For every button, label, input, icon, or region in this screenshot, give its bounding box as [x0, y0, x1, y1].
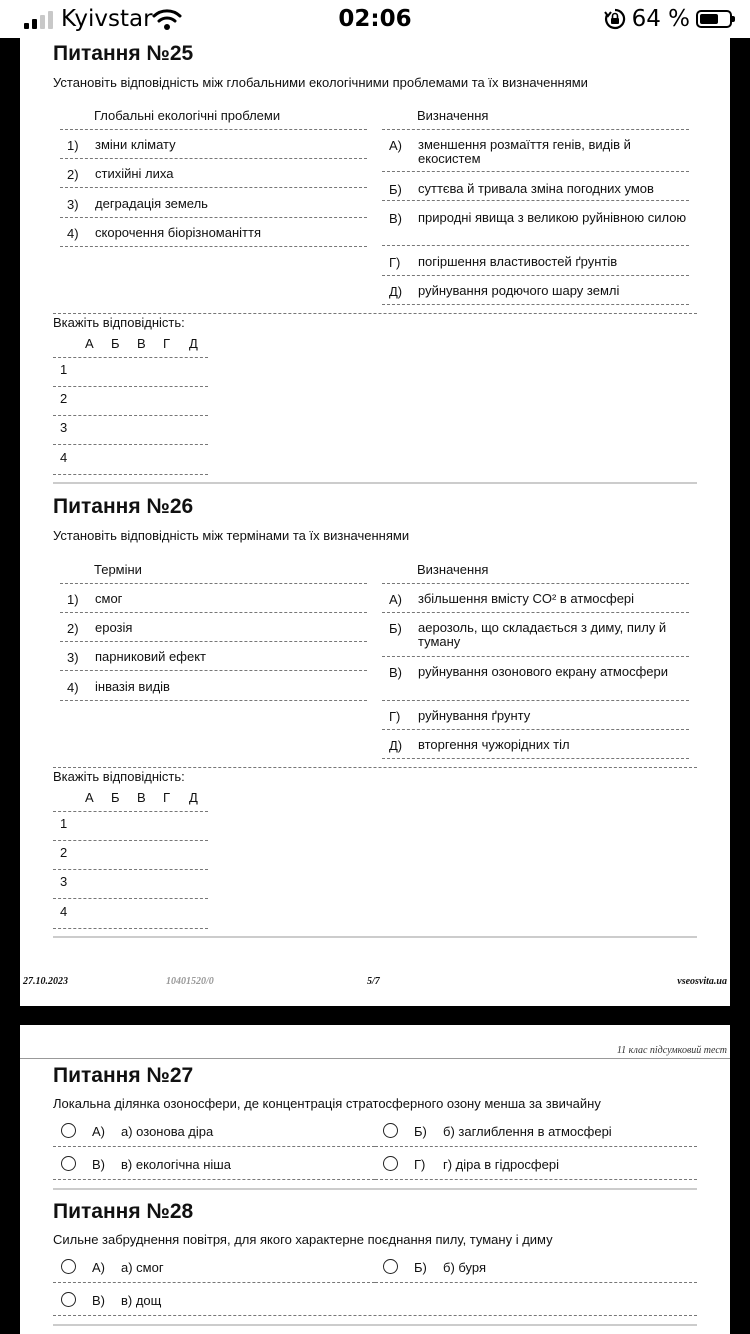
answer-grid-row[interactable]: 3	[53, 416, 208, 445]
divider	[60, 129, 367, 130]
answer-grid-header: А Б В Г Д	[85, 790, 198, 805]
answer-option[interactable]: А) а) смог	[53, 1250, 375, 1283]
header-rule	[20, 1058, 730, 1059]
left-column-header: Глобальні екологічні проблеми	[94, 108, 281, 123]
answer-option[interactable]: В) в) дощ	[53, 1283, 697, 1316]
match-left-item: 2) стихійні лиха	[60, 167, 367, 188]
radio-button[interactable]	[383, 1156, 398, 1171]
divider	[382, 583, 689, 584]
answer-grid-header: А Б В Г Д	[85, 336, 198, 351]
match-left-item: 1) зміни клімату	[60, 138, 367, 159]
divider	[53, 313, 697, 314]
footer-page-number: 5/7	[367, 976, 380, 987]
document-page-5[interactable]	[20, 38, 730, 1006]
radio-button[interactable]	[383, 1259, 398, 1274]
match-right-item: В) руйнування озонового екрану атмосфери	[382, 665, 689, 701]
answer-label: Вкажіть відповідність:	[53, 769, 185, 784]
status-bar	[0, 0, 750, 38]
battery-percent: 64 %	[631, 6, 690, 32]
answer-label: Вкажіть відповідність:	[53, 315, 185, 330]
match-right-item: А) збільшення вмісту CO² в атмосфері	[382, 592, 689, 613]
match-right-item: Д) вторгення чужорідних тіл	[382, 738, 689, 759]
question-title: Питання №27	[53, 1064, 194, 1087]
question-title: Питання №28	[53, 1200, 194, 1223]
match-right-item: Г) руйнування ґрунту	[382, 709, 689, 730]
question-text: Установіть відповідність між глобальними екологічними проблемами та їх визначеннями	[53, 75, 588, 90]
question-text: Локальна ділянка озоносфери, де концентрація стратосферного озону менша за звичайну	[53, 1096, 601, 1111]
radio-button[interactable]	[61, 1123, 76, 1138]
left-column-header: Терміни	[94, 562, 142, 577]
radio-button[interactable]	[61, 1156, 76, 1171]
right-column-header: Визначення	[417, 562, 489, 577]
match-left-item: 3) деградація земель	[60, 197, 367, 218]
answer-grid-row[interactable]: 1	[53, 358, 208, 387]
battery-icon	[696, 10, 732, 28]
divider	[382, 129, 689, 130]
question-text: Установіть відповідність між термінами та їх визначеннями	[53, 528, 410, 543]
answer-grid-row[interactable]: 4	[53, 900, 208, 929]
question-separator	[53, 1324, 697, 1326]
match-left-item: 4) скорочення біорізноманіття	[60, 226, 367, 247]
battery-level	[700, 14, 718, 24]
footer-date: 27.10.2023	[23, 976, 68, 987]
footer-code: 10401520/0	[166, 976, 214, 987]
match-right-item: Б) суттєва й тривала зміна погодних умов	[382, 182, 689, 201]
question-text: Сильне забруднення повітря, для якого характерне поєднання пилу, туману і диму	[53, 1232, 553, 1247]
answer-grid-row[interactable]: 3	[53, 870, 208, 899]
answer-grid-row[interactable]: 1	[53, 812, 208, 841]
carrier-name: Kyivstar	[61, 6, 153, 32]
match-left-item: 4) інвазія видів	[60, 680, 367, 701]
orientation-lock-icon	[604, 8, 626, 30]
document-page-6[interactable]	[20, 1025, 730, 1334]
answer-grid-row	[53, 783, 208, 812]
question-separator	[53, 1188, 697, 1190]
radio-button[interactable]	[61, 1259, 76, 1274]
question-title: Питання №26	[53, 495, 194, 518]
answer-option[interactable]: Г) г) діра в гідросфері	[375, 1147, 697, 1180]
match-right-item: А) зменшення розмаїття генів, видів й екосистем	[382, 138, 689, 172]
answer-option[interactable]: В) в) екологічна ніша	[53, 1147, 375, 1180]
match-left-item: 3) парниковий ефект	[60, 650, 367, 671]
radio-button[interactable]	[61, 1292, 76, 1307]
answer-grid-row	[53, 329, 208, 358]
answer-option[interactable]: А) а) озонова діра	[53, 1114, 375, 1147]
match-right-item: Д) руйнування родючого шару землі	[382, 284, 689, 305]
match-left-item: 2) ерозія	[60, 621, 367, 642]
clock: 02:06	[338, 6, 412, 32]
question-title: Питання №25	[53, 42, 194, 65]
question-separator	[53, 482, 697, 484]
answer-option[interactable]: Б) б) буря	[375, 1250, 697, 1283]
answer-grid-row[interactable]: 2	[53, 841, 208, 870]
divider	[53, 767, 697, 768]
match-right-item: Б) аерозоль, що складається з диму, пилу й туману	[382, 621, 689, 657]
answer-option[interactable]: Б) б) заглиблення в атмосфері	[375, 1114, 697, 1147]
answer-grid-row[interactable]: 4	[53, 446, 208, 475]
right-column-header: Визначення	[417, 108, 489, 123]
question-separator	[53, 936, 697, 938]
radio-button[interactable]	[383, 1123, 398, 1138]
running-head: 11 клас підсумковий тест	[616, 1045, 727, 1056]
divider	[60, 583, 367, 584]
answer-grid-row[interactable]: 2	[53, 387, 208, 416]
match-right-item: Г) погіршення властивостей ґрунтів	[382, 255, 689, 276]
match-left-item: 1) смог	[60, 592, 367, 613]
match-right-item: В) природні явища з великою руйнівною силою	[382, 211, 689, 246]
footer-site: vseosvita.ua	[677, 976, 727, 987]
